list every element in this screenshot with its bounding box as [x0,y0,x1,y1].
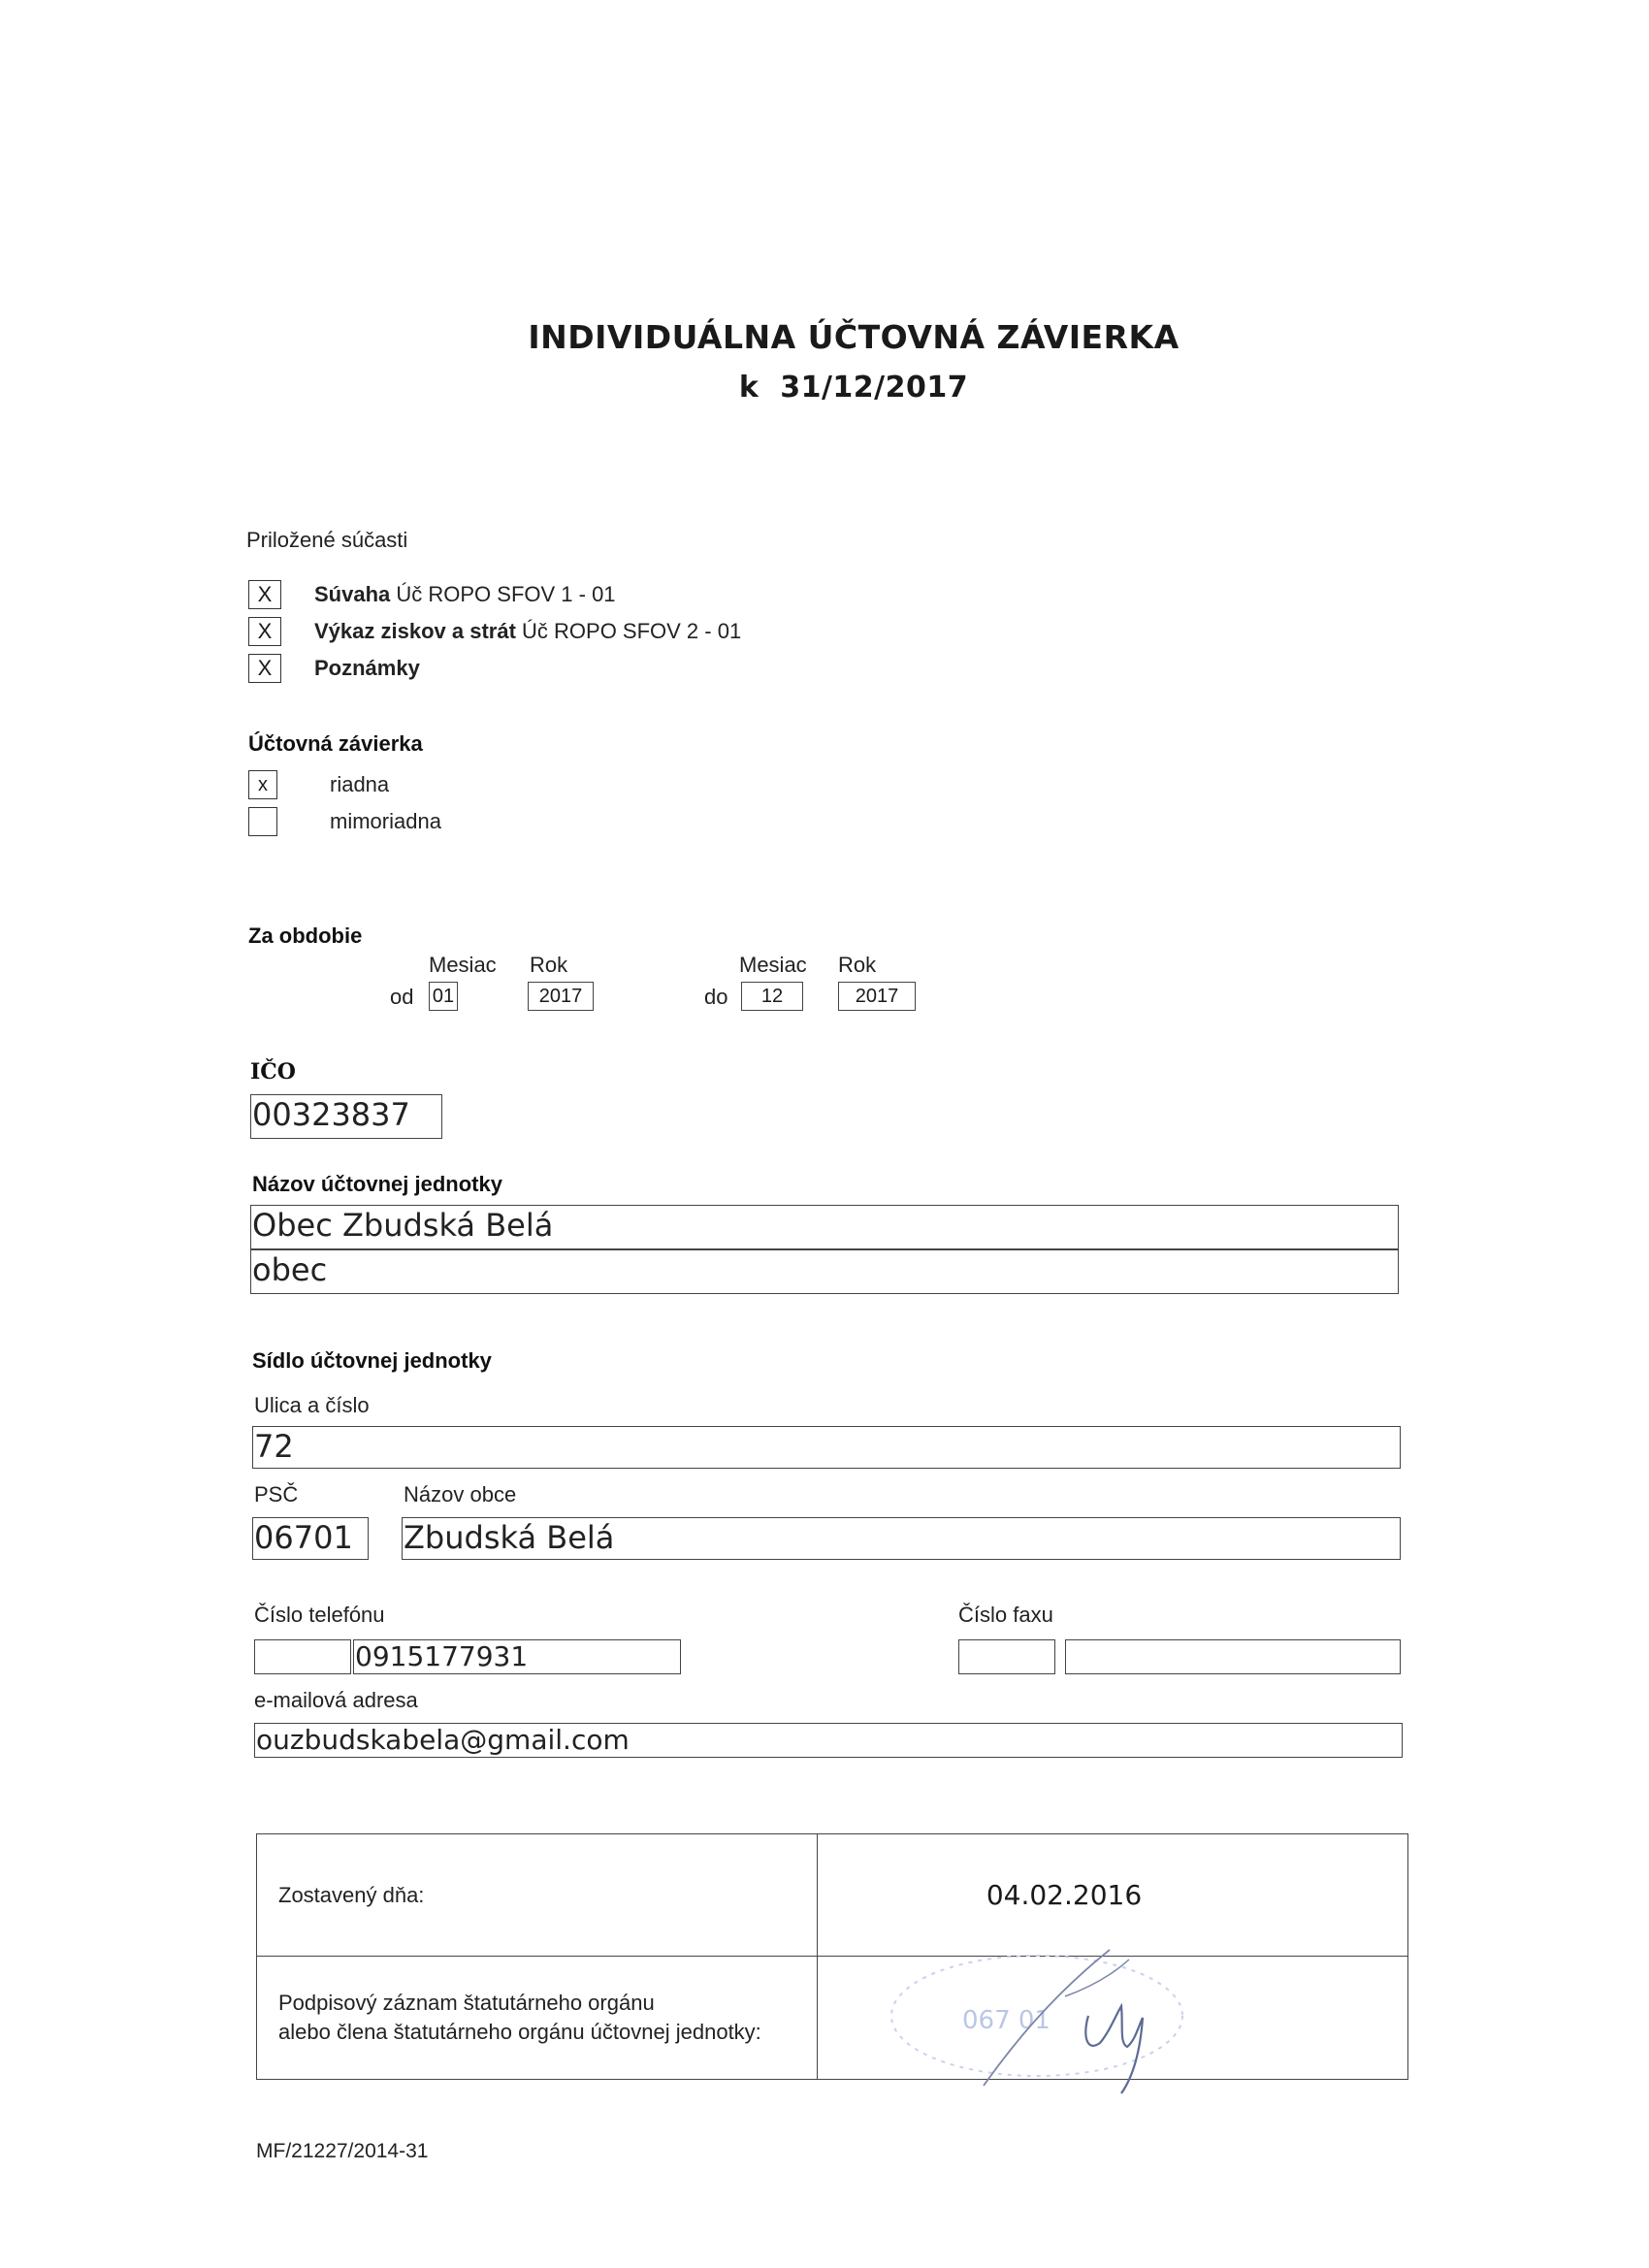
city-field[interactable]: Zbudská Belá [402,1517,1401,1560]
sign-label-cell [257,1957,818,2080]
fax-field[interactable] [1065,1639,1401,1674]
email-field[interactable]: ouzbudskabela@gmail.com [254,1723,1403,1758]
street-label: Ulica a číslo [254,1393,370,1417]
period-to-year-label: Rok [838,953,877,977]
ico-label: IČO [250,1059,296,1085]
period-to-year-field[interactable]: 2017 [838,982,916,1011]
form-code: MF/21227/2014-31 [256,2140,429,2162]
compiled-date: 04.02.2016 [986,1879,1143,1911]
attachment-label-suvaha: Súvaha Úč ROPO SFOV 1 - 01 [314,582,616,606]
period-from-year-label: Rok [530,953,568,977]
sign-label-line2: alebo člena štatutárneho orgánu účtovnej jednotky: [278,2020,761,2044]
statement-type-riadna-label: riadna [330,772,390,796]
period-from-label: od [390,985,414,1009]
attachment-label-vykaz: Výkaz ziskov a strát Úč ROPO SFOV 2 - 01 [314,619,742,643]
signature-cell[interactable] [818,1957,1408,2080]
statement-type-mimoriadna-checkbox[interactable] [248,807,277,836]
entity-name-line2-field[interactable]: obec [250,1249,1399,1294]
fax-label: Číslo faxu [958,1603,1053,1627]
phone-prefix-field[interactable] [254,1639,351,1674]
attachments-label: Priložené súčasti [246,528,408,552]
entity-name-line1-field[interactable]: Obec Zbudská Belá [250,1205,1399,1249]
stamp-text: 067 01 [962,2006,1051,2035]
street-field[interactable]: 72 [252,1426,1401,1469]
email-label: e-mailová adresa [254,1688,418,1712]
document-title: INDIVIDUÁLNA ÚČTOVNÁ ZÁVIERKA [528,318,1180,356]
city-label: Názov obce [404,1482,517,1507]
period-to-month-field[interactable]: 12 [741,982,803,1011]
phone-label: Číslo telefónu [254,1603,385,1627]
entity-name-label: Názov účtovnej jednotky [252,1172,502,1196]
period-to-label: do [704,985,728,1009]
period-label: Za obdobie [248,923,363,948]
attachment-checkbox-poznamky[interactable]: X [248,654,281,683]
compiled-label-cell [257,1834,818,1957]
period-from-year-field[interactable]: 2017 [528,982,594,1011]
attachment-checkbox-suvaha[interactable]: X [248,580,281,609]
period-to-month-label: Mesiac [739,953,807,977]
statement-type-label: Účtovná závierka [248,731,423,756]
psc-field[interactable]: 06701 [252,1517,369,1560]
compiled-label: Zostavený dňa: [278,1882,425,1907]
phone-field[interactable]: 0915177931 [353,1639,681,1674]
fax-prefix-field[interactable] [958,1639,1055,1674]
document-date: k 31/12/2017 [738,371,969,405]
attachment-label-poznamky: Poznámky [314,656,420,680]
signature-image [819,1938,1420,2093]
sign-label-line1: Podpisový záznam štatutárneho orgánu [278,1991,655,2015]
psc-label: PSČ [254,1482,299,1507]
statement-type-mimoriadna-label: mimoriadna [330,809,441,833]
period-from-month-label: Mesiac [429,953,497,977]
address-label: Sídlo účtovnej jednotky [252,1348,492,1373]
attachment-checkbox-vykaz[interactable]: X [248,617,281,646]
period-from-month-field[interactable]: 01 [429,982,458,1011]
signature-table [256,1833,1408,2080]
statement-type-riadna-checkbox[interactable]: x [248,770,277,799]
ico-field[interactable]: 00323837 [250,1094,442,1139]
